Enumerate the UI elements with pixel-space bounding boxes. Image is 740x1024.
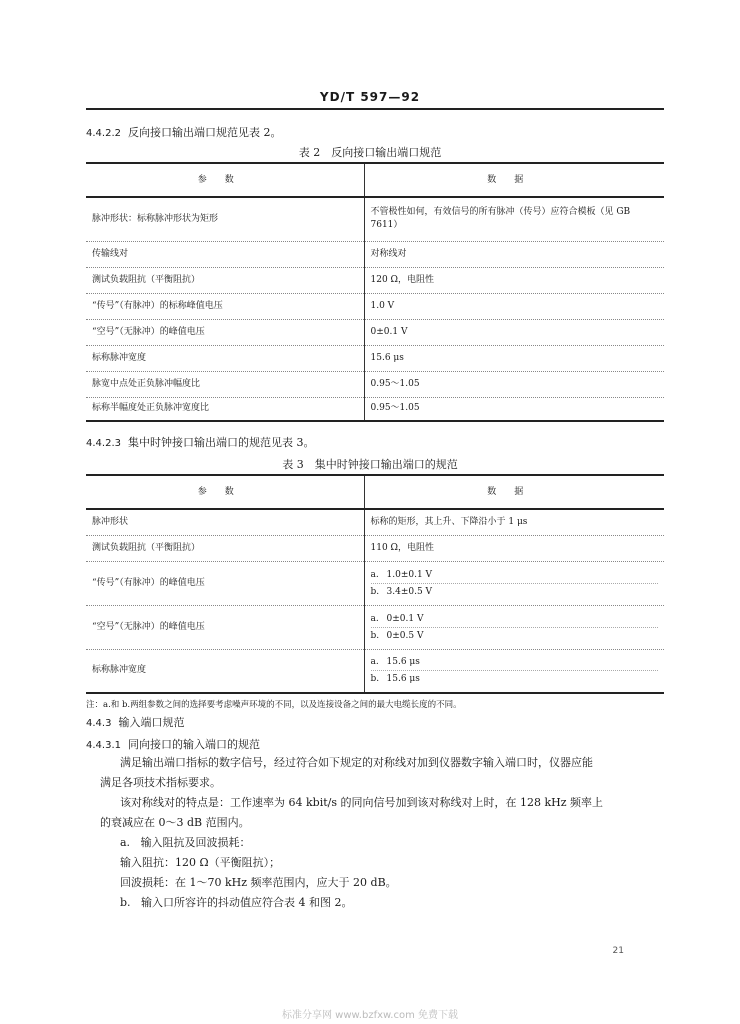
option-b	[371, 627, 659, 644]
option-marker: b.	[370, 630, 380, 641]
option-a	[371, 654, 659, 670]
param-cell: “空号”（无脉冲）的峰值电压	[86, 605, 364, 649]
table-header-row	[86, 163, 664, 197]
table-note: 注：a.和 b.两组参数之间的选择要考虑噪声环境的不同，以及连接设备之间的最大电缆长度的不同。	[86, 700, 462, 710]
list-item-a	[120, 836, 251, 850]
table-row	[86, 319, 664, 345]
section-4-4-2-2	[86, 126, 282, 141]
param-cell: 脉冲形状：标称脉冲形状为矩形	[86, 197, 364, 241]
table-row	[86, 241, 664, 267]
list-text: 输入阻抗及回波损耗：	[140, 836, 251, 849]
value-cell: 0.95～1.05	[364, 397, 664, 421]
option-a	[371, 567, 659, 583]
watermark: 标准分享网 www.bzfxw.com 免费下载	[282, 1010, 458, 1021]
column-header-param: 参数	[86, 475, 364, 509]
value-cell: 1.0 V	[364, 293, 664, 319]
section-4-4-2-3	[86, 436, 315, 451]
param-cell: 脉宽中点处正负脉冲幅度比	[86, 371, 364, 397]
table-row	[86, 605, 664, 649]
table2	[86, 162, 664, 422]
section-number: 4.4.2.3	[86, 438, 121, 449]
document-header: YD/T 597—92	[319, 90, 421, 104]
option-marker: a.	[370, 613, 379, 624]
table-row	[86, 267, 664, 293]
input-impedance-line: 输入阻抗：120 Ω（平衡阻抗）；	[120, 856, 281, 869]
option-value: 1.0±0.1 V	[386, 569, 433, 580]
param-cell: “传号”（有脉冲）的标称峰值电压	[86, 293, 364, 319]
param-cell: 测试负载阻抗（平衡阻抗）	[86, 535, 364, 561]
option-value: 0±0.1 V	[386, 613, 424, 624]
param-cell: “传号”（有脉冲）的峰值电压	[86, 561, 364, 605]
param-cell: 脉冲形状	[86, 509, 364, 535]
param-cell: 传输线对	[86, 241, 364, 267]
table2-caption: 表 2 反向接口输出端口规范	[298, 146, 442, 159]
table-row	[86, 649, 664, 693]
list-marker: a.	[120, 836, 131, 849]
option-a	[371, 611, 659, 627]
value-cell	[364, 605, 664, 649]
column-header-value: 数据	[364, 163, 664, 197]
value-cell	[364, 649, 664, 693]
paragraph-2-line-2: 的衰减应在 0～3 dB 范围内。	[100, 816, 250, 829]
option-marker: a.	[370, 569, 379, 580]
option-value: 0±0.5 V	[386, 630, 424, 641]
section-number: 4.4.3.1	[86, 740, 121, 751]
return-loss-line: 回波损耗：在 1～70 kHz 频率范围内，应大于 20 dB。	[120, 876, 397, 889]
section-text: 同向接口的输入端口的规范	[128, 738, 260, 751]
table-header-row	[86, 475, 664, 509]
value-cell: 110 Ω，电阻性	[364, 535, 664, 561]
value-cell: 0±0.1 V	[364, 319, 664, 345]
section-number: 4.4.3	[86, 718, 112, 729]
value-cell: 对称线对	[364, 241, 664, 267]
section-text: 反向接口输出端口规范见表 2。	[128, 126, 282, 139]
value-cell: 120 Ω，电阻性	[364, 267, 664, 293]
table-row	[86, 397, 664, 421]
page-number: 21	[612, 946, 624, 956]
section-number: 4.4.2.2	[86, 128, 121, 139]
section-4-4-3	[86, 716, 184, 731]
value-cell: 15.6 μs	[364, 345, 664, 371]
table3	[86, 474, 664, 694]
table-row	[86, 561, 664, 605]
table-row	[86, 293, 664, 319]
table-row	[86, 371, 664, 397]
paragraph-1-line-2: 满足各项技术指标要求。	[100, 776, 221, 789]
table-row	[86, 509, 664, 535]
value-cell: 0.95～1.05	[364, 371, 664, 397]
param-cell: 标称脉冲宽度	[86, 649, 364, 693]
list-item-b	[120, 896, 353, 910]
value-cell: 标称的矩形，其上升、下降沿小于 1 μs	[364, 509, 664, 535]
paragraph-2-line-1: 该对称线对的特点是：工作速率为 64 kbit/s 的同向信号加到该对称线对上时，在 128 kHz 频率上	[120, 796, 604, 809]
table-row	[86, 535, 664, 561]
table-row	[86, 345, 664, 371]
column-header-value: 数据	[364, 475, 664, 509]
option-value: 3.4±0.5 V	[386, 586, 433, 597]
option-value: 15.6 μs	[386, 674, 420, 685]
list-marker: b.	[120, 896, 131, 909]
value-cell	[364, 561, 664, 605]
section-text: 集中时钟接口输出端口的规范见表 3。	[128, 436, 315, 449]
option-value: 15.6 μs	[386, 657, 420, 668]
column-header-param: 参数	[86, 163, 364, 197]
list-text: 输入口所容许的抖动值应符合表 4 和图 2。	[141, 896, 353, 909]
option-b	[371, 670, 659, 687]
param-cell: 标称脉冲宽度	[86, 345, 364, 371]
option-marker: b.	[370, 674, 380, 685]
param-cell: 标称半幅度处正负脉冲宽度比	[86, 397, 364, 421]
table3-caption: 表 3 集中时钟接口输出端口的规范	[282, 458, 458, 471]
param-cell: 测试负载阻抗（平衡阻抗）	[86, 267, 364, 293]
section-4-4-3-1	[86, 738, 260, 753]
header-rule	[86, 108, 664, 110]
table-row	[86, 197, 664, 241]
param-cell: “空号”（无脉冲）的峰值电压	[86, 319, 364, 345]
value-cell: 不管极性如何，有效信号的所有脉冲（传号）应符合模板（见 GB 7611）	[364, 197, 664, 241]
section-text: 输入端口规范	[118, 716, 185, 729]
option-marker: b.	[370, 586, 380, 597]
option-b	[371, 583, 659, 600]
option-marker: a.	[370, 657, 379, 668]
paragraph-1-line-1: 满足输出端口指标的数字信号，经过符合如下规定的对称线对加到仪器数字输入端口时，仪器应能	[120, 756, 593, 769]
